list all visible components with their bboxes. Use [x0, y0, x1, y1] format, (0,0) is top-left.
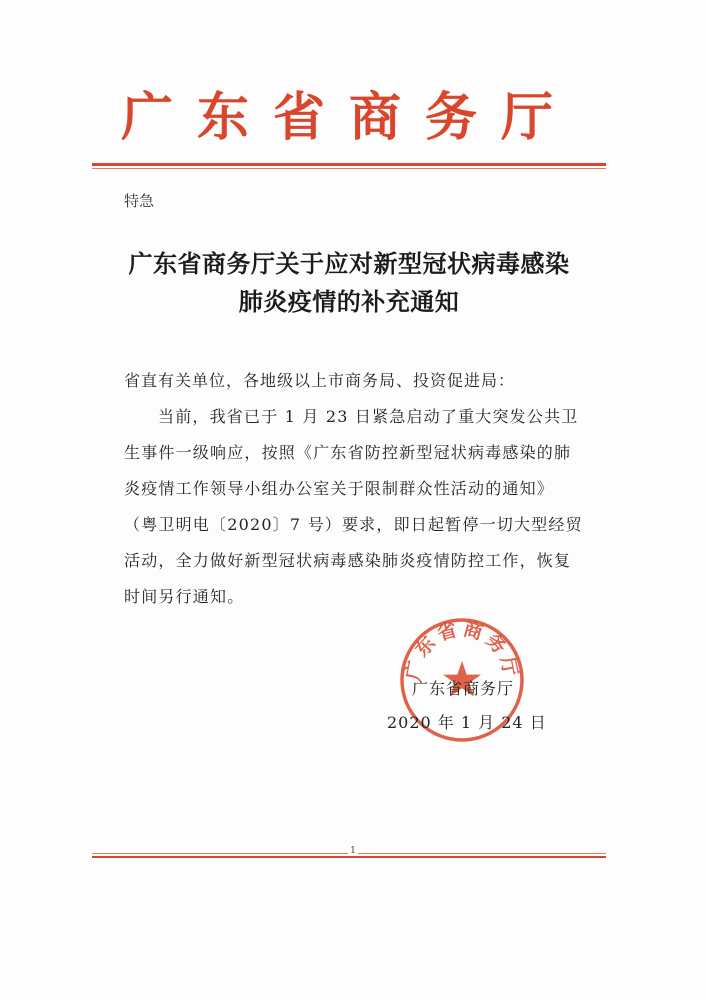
body-paragraph-line: 当前，我省已于 1 月 23 日紧急启动了重大突发公共卫	[158, 407, 579, 426]
body-paragraph-line: 时间另行通知。	[124, 587, 245, 606]
signature-date: 2020 年 1 月 24 日	[387, 713, 547, 732]
addressee: 省直有关单位，各地级以上市商务局、投资促进局：	[124, 371, 516, 390]
body-paragraph-line: （粤卫明电〔2020〕7 号）要求，即日起暂停一切大型经贸	[124, 515, 583, 534]
page-number: 1	[348, 846, 358, 856]
header-red-rule-thin	[92, 168, 606, 169]
document-title-line-1: 广东省商务厅关于应对新型冠状病毒感染	[128, 249, 570, 278]
agency-header: 广东省商务厅	[120, 88, 577, 148]
footer-red-rule	[92, 856, 606, 858]
header-red-rule	[92, 163, 606, 166]
body-paragraph-line: 生事件一级响应，按照《广东省防控新型冠状病毒感染的肺	[124, 443, 572, 462]
seal-text: 广东省商务厅	[401, 617, 523, 682]
document-title-line-2: 肺炎疫情的补充通知	[238, 287, 460, 316]
signer-name: 广东省商务厅	[412, 679, 515, 698]
urgency-label: 特急	[124, 192, 155, 210]
body-paragraph-line: 炎疫情工作领导小组办公室关于限制群众性活动的通知》	[124, 479, 555, 498]
body-paragraph-line: 活动，全力做好新型冠状病毒感染肺炎疫情防控工作，恢复	[124, 551, 572, 570]
